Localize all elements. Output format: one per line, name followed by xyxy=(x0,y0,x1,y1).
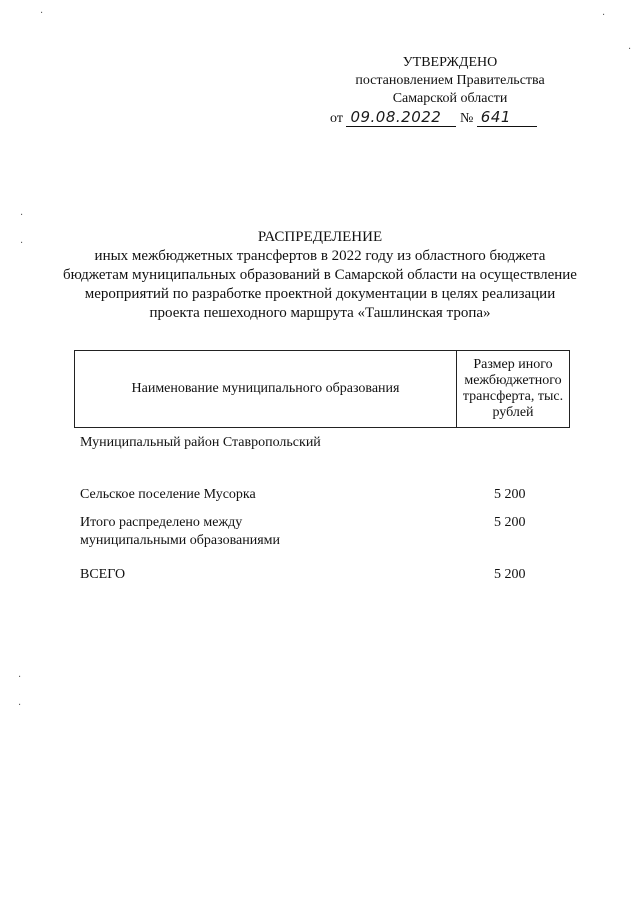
row-grand-total xyxy=(80,566,560,584)
row-district-label: Муниципальный район Ставропольский xyxy=(80,435,321,450)
row-settlement-value: 5 200 xyxy=(494,487,526,502)
scan-speck: · xyxy=(20,210,24,221)
row-settlement xyxy=(80,486,560,504)
row-grand-value: 5 200 xyxy=(494,567,526,582)
row-total xyxy=(80,514,560,550)
handwritten-date: 09.08.2022 xyxy=(346,108,456,127)
row-district xyxy=(80,434,321,452)
approval-date-number xyxy=(330,108,570,128)
row-total-label: Итого распределено между муниципальными образованиями xyxy=(80,515,280,548)
column-header-amount: Размер иного межбюджетного трансферта, тыс. рублей xyxy=(462,357,564,420)
scan-speck: · xyxy=(18,700,22,711)
column-header-name: Наименование муниципального образования xyxy=(75,351,457,427)
title-subtitle: иных межбюджетных трансфертов в 2022 году из областного бюджета бюджетам муниципальных образований в Самарской области на осуществление мероприятий по разработке проектной документации в целях реализации проекта пешеходного маршрута «Ташлинская тропа» xyxy=(63,248,577,321)
number-prefix: № xyxy=(459,111,474,126)
from-prefix: от xyxy=(330,111,343,126)
approval-region: Самарской области xyxy=(392,91,508,106)
approval-authority: постановлением Правительства xyxy=(355,73,545,88)
title-heading: РАСПРЕДЕЛЕНИЕ xyxy=(257,229,383,245)
approval-title: УТВЕРЖДЕНО xyxy=(402,55,498,70)
scan-speck: · xyxy=(18,672,22,683)
scan-speck: · xyxy=(40,8,44,19)
handwritten-number: 641 xyxy=(477,108,537,127)
scan-speck: · xyxy=(602,10,606,21)
approval-stamp xyxy=(330,54,570,126)
table-header xyxy=(74,350,570,428)
scan-speck: · xyxy=(628,44,632,55)
scan-speck: · xyxy=(20,238,24,249)
document-title xyxy=(60,228,580,323)
row-grand-label: ВСЕГО xyxy=(80,567,126,582)
row-settlement-label: Сельское поселение Мусорка xyxy=(80,487,256,502)
row-total-value: 5 200 xyxy=(494,515,526,530)
